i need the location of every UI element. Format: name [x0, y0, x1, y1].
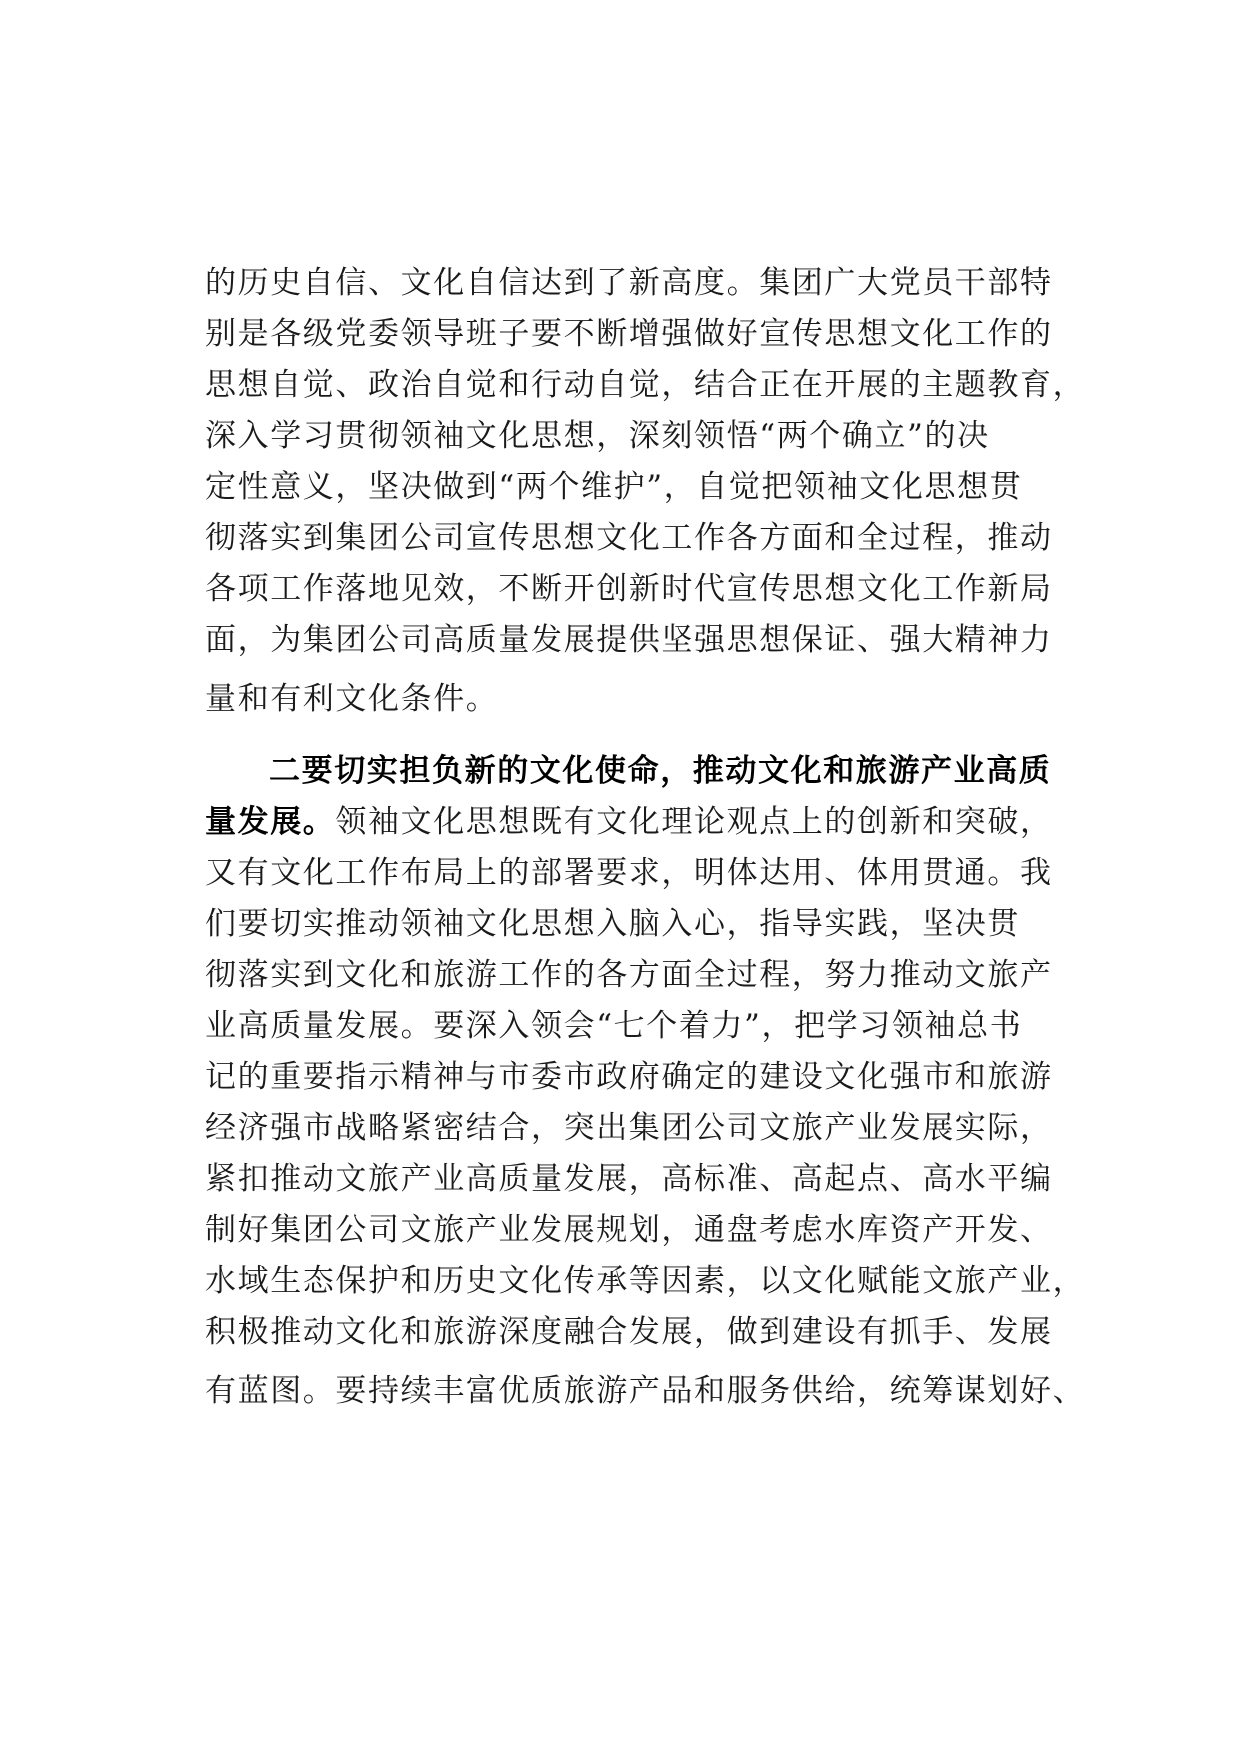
paragraph-line: 经济强市战略紧密结合，突出集团公司文旅产业发展实际，: [205, 1110, 1053, 1146]
section-heading: 二要切实担负新的文化使命，推动文化和旅游产业高质: [269, 753, 1052, 789]
paragraph-line: 各项工作落地见效，不断开创新时代宣传思想文化工作新局: [205, 571, 1053, 607]
paragraph-line: 有蓝图。要持续丰富优质旅游产品和服务供给，统筹谋划好、: [205, 1373, 1086, 1409]
paragraph-line: 水域生态保护和历史文化传承等因素，以文化赋能文旅产业，: [205, 1263, 1086, 1299]
paragraph-line: 面，为集团公司高质量发展提供坚强思想保证、强大精神力: [205, 622, 1053, 658]
paragraph-line: 业高质量发展。要深入领会“七个着力”，把学习领袖总书: [205, 1008, 1023, 1044]
paragraph-line: 彻落实到集团公司宣传思想文化工作各方面和全过程，推动: [205, 520, 1053, 556]
paragraph-line: 的历史自信、文化自信达到了新高度。集团广大党员干部特: [205, 265, 1053, 301]
paragraph-line: 积极推动文化和旅游深度融合发展，做到建设有抓手、发展: [205, 1314, 1053, 1350]
paragraph-line: 记的重要指示精神与市委市政府确定的建设文化强市和旅游: [205, 1059, 1053, 1095]
paragraph-line: 别是各级党委领导班子要不断增强做好宣传思想文化工作的: [205, 316, 1053, 352]
paragraph-line: 定性意义，坚决做到“两个维护”，自觉把领袖文化思想贯: [205, 469, 1023, 505]
paragraph-line: 又有文化工作布局上的部署要求，明体达用、体用贯通。我: [205, 855, 1053, 891]
section-heading-end: 量发展。: [205, 804, 336, 840]
paragraph-1: [205, 258, 1086, 725]
paragraph-line-text: 领袖文化思想既有文化理论观点上的创新和突破，: [335, 804, 1053, 840]
paragraph-line: 思想自觉、政治自觉和行动自觉，结合正在开展的主题教育，: [205, 367, 1086, 403]
paragraph-line: 量和有利文化条件。: [205, 681, 499, 717]
paragraph-line: 彻落实到文化和旅游工作的各方面全过程，努力推动文旅产: [205, 957, 1053, 993]
paragraph-line: [205, 797, 1075, 848]
paragraph-line: 紧扣推动文旅产业高质量发展，高标准、高起点、高水平编: [205, 1161, 1053, 1197]
paragraph-line: 们要切实推动领袖文化思想入脑入心，指导实践，坚决贯: [205, 906, 1020, 942]
paragraph-line: 深入学习贯彻领袖文化思想，深刻领悟“两个确立”的决: [205, 418, 990, 454]
paragraph-2: [205, 746, 1086, 1417]
paragraph-line: 制好集团公司文旅产业发展规划，通盘考虑水库资产开发、: [205, 1212, 1053, 1248]
